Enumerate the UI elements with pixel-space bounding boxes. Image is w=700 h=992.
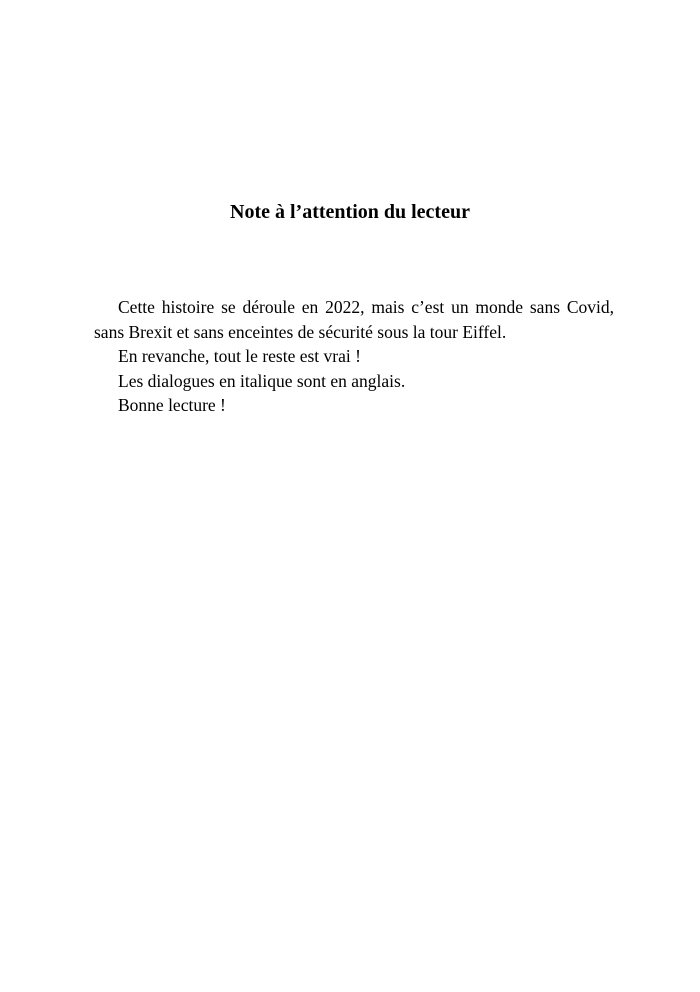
- paragraph-dialogues: Les dialogues en italique sont en anglais.: [118, 370, 406, 391]
- page-title: Note à l’attention du lecteur: [230, 201, 470, 223]
- paragraph-setting: Cette histoire se déroule en 2022, mais c’est un monde sans Covid, sans Brexit et sans enceintes de sécurité sous la tour Eiffel.: [94, 297, 614, 342]
- note-body: [94, 295, 614, 418]
- paragraph-truth: En revanche, tout le reste est vrai !: [118, 346, 361, 366]
- paragraph-closing: Bonne lecture !: [118, 395, 226, 415]
